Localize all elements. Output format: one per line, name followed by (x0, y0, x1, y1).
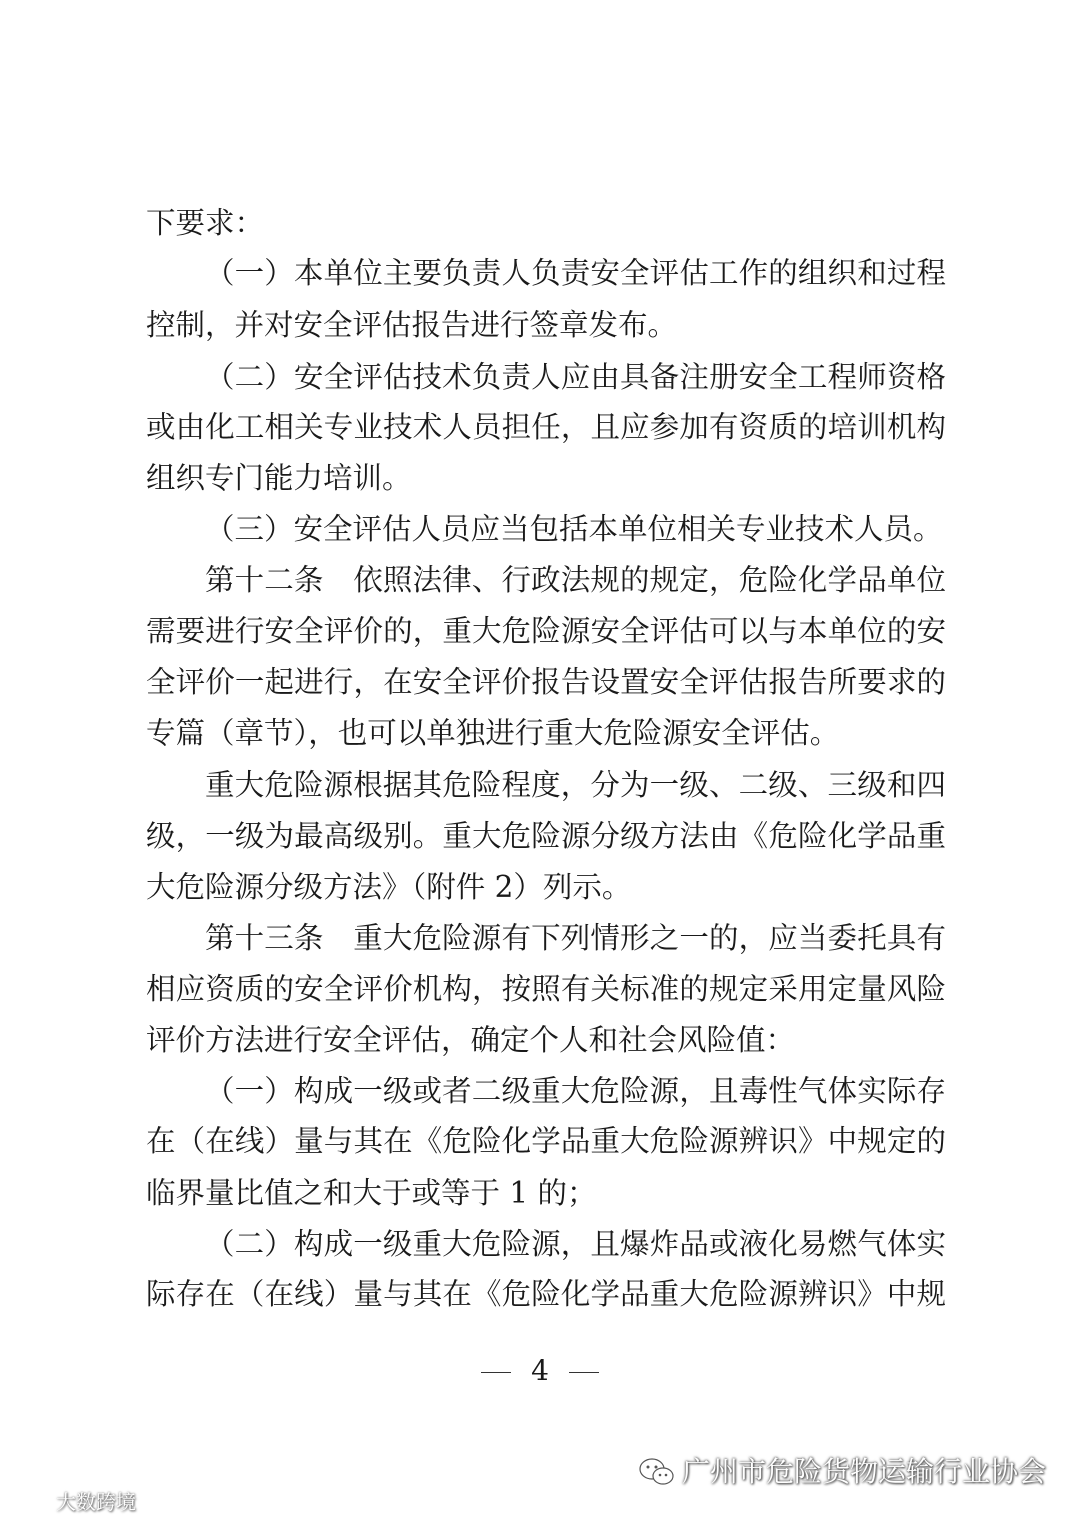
wechat-watermark (638, 1457, 1046, 1487)
text-line: 专篇（章节），也可以单独进行重大危险源安全评估。 (146, 716, 840, 750)
text-line: 第十三条 重大危险源有下列情形之一的，应当委托具有 (205, 921, 946, 955)
page-footer (0, 1354, 1080, 1387)
text-line: 重大危险源根据其危险程度，分为一级、二级、三级和四 (205, 768, 946, 802)
wechat-icon (638, 1457, 676, 1487)
text-line: 或由化工相关专业技术人员担任，且应参加有资质的培训机构 (146, 410, 946, 444)
text-line: 全评价一起进行，在安全评价报告设置安全评估报告所要求的 (146, 665, 946, 699)
text-line: （二）构成一级重大危险源，且爆炸品或液化易燃气体实 (205, 1227, 946, 1261)
text-line: 下要求： (146, 206, 265, 240)
text-line: 级，一级为最高级别。重大危险源分级方法由《危险化学品重 (146, 819, 946, 853)
text-line: 组织专门能力培训。 (146, 461, 412, 495)
text-line: 相应资质的安全评价机构，按照有关标准的规定采用定量风险 (146, 972, 946, 1006)
text-line: （一）本单位主要负责人负责安全评估工作的组织和过程 (205, 256, 946, 290)
text-line: 大危险源分级方法》（附件 2）列示。 (146, 870, 632, 904)
dash-left (481, 1372, 511, 1374)
text-line: 在（在线）量与其在《危险化学品重大危险源辨识》中规定的 (146, 1124, 946, 1158)
text-line: （二）安全评估技术负责人应由具备注册安全工程师资格 (205, 360, 946, 394)
watermark-left-text: 大数跨境 (56, 1492, 136, 1514)
text-line: 际存在（在线）量与其在《危险化学品重大危险源辨识》中规 (146, 1277, 946, 1311)
brand-watermark (8, 1492, 136, 1514)
text-line: 评价方法进行安全评估，确定个人和社会风险值： (146, 1023, 796, 1057)
page-number: 4 (531, 1354, 549, 1387)
text-line: 需要进行安全评价的，重大危险源安全评估可以与本单位的安 (146, 614, 946, 648)
dash-right (569, 1372, 599, 1374)
text-line: （三）安全评估人员应当包括本单位相关专业技术人员。 (205, 512, 943, 546)
watermark-right-text: 广州市危险货物运输行业协会 (681, 1456, 1046, 1487)
text-line: 控制，并对安全评估报告进行签章发布。 (146, 308, 678, 342)
text-line: 第十二条 依照法律、行政法规的规定，危险化学品单位 (205, 563, 946, 597)
text-line: （一）构成一级或者二级重大危险源，且毒性气体实际存 (205, 1074, 946, 1108)
logo-icon (8, 1492, 52, 1514)
text-line: 临界量比值之和大于或等于 1 的； (146, 1176, 597, 1210)
